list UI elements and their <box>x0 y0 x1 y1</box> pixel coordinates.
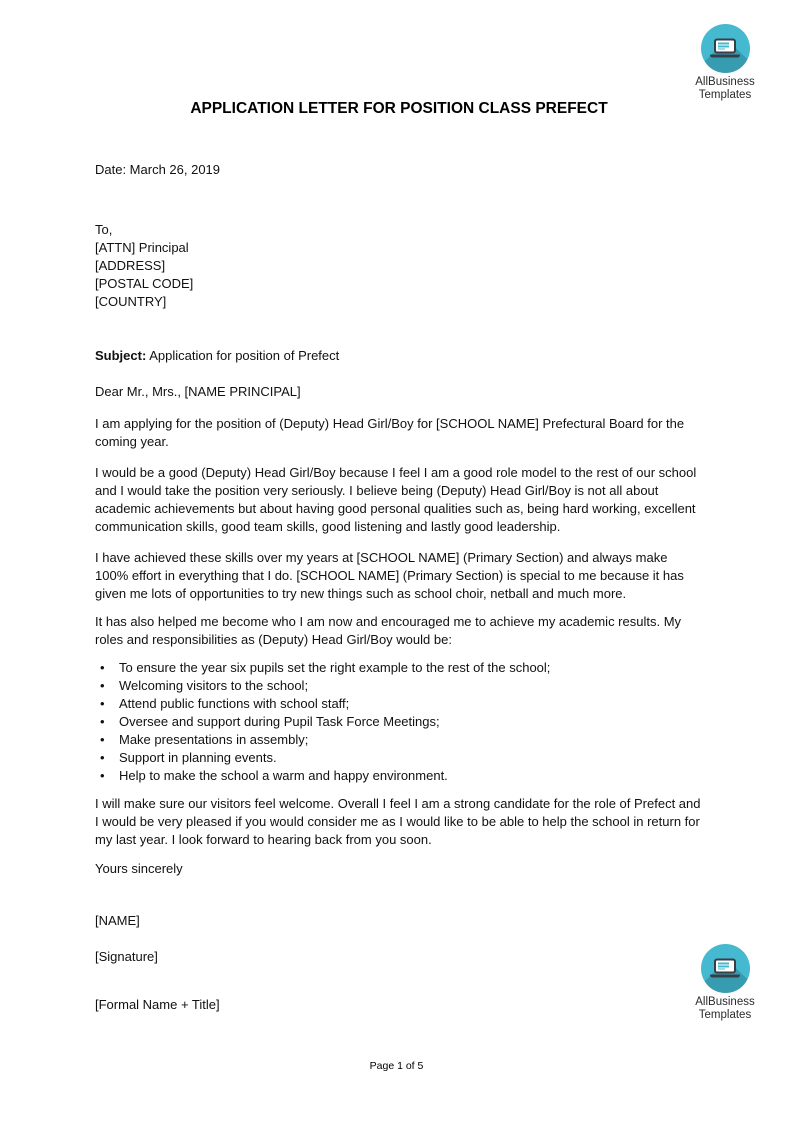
list-item: • Attend public functions with school staff; <box>95 695 703 713</box>
laptop-glyph <box>710 38 740 58</box>
logo-text-line1: AllBusiness <box>695 76 755 88</box>
body-paragraph: I am applying for the position of (Deputy) Head Girl/Boy for [SCHOOL NAME] Prefectural Board for the coming year. <box>95 416 685 449</box>
list-item: • Help to make the school a warm and happy environment. <box>95 767 703 785</box>
list-item: • Support in planning events. <box>95 749 703 767</box>
list-item: • Oversee and support during Pupil Task Force Meetings; <box>95 713 703 731</box>
subject-text: Application for position of Prefect <box>149 348 340 363</box>
body-paragraph: I have achieved these skills over my years at [SCHOOL NAME] (Primary Section) and always make 100% effort in everything that I do. [SCHOOL NAME] (Primary Section) is special to me because it has given me lots of opportunities to try new things such as school choir, netball and much more. <box>95 550 684 601</box>
subject-label: Subject: <box>95 348 147 363</box>
letter-body <box>95 0 703 1014</box>
closing-paragraph: I will make sure our visitors feel welcome. Overall I feel I am a strong candidate for the role of Prefect and I would be very pleased if you would consider me as I would like to be able to help the school in return for my last year. I look forward to hearing back from you soon. <box>95 796 701 847</box>
salutation: Dear Mr., Mrs., [NAME PRINCIPAL] <box>95 384 301 399</box>
duties-list <box>95 659 703 785</box>
allbusiness-logo-bottom <box>687 944 763 1022</box>
name-placeholder: [NAME] <box>95 913 140 928</box>
formal-name-placeholder: [Formal Name + Title] <box>95 997 220 1012</box>
signature-placeholder: [Signature] <box>95 949 158 964</box>
recipient-block <box>95 221 703 311</box>
list-item: • To ensure the year six pupils set the right example to the rest of the school; <box>95 659 703 677</box>
logo-text-line2: Templates <box>698 1009 752 1021</box>
laptop-icon <box>701 24 750 73</box>
laptop-glyph <box>710 958 740 978</box>
body-paragraph: I would be a good (Deputy) Head Girl/Boy because I feel I am a good role model to the rest of our school and I would take the position very seriously. I believe being (Deputy) Head Girl/Boy is not all about academic achievements but about having good personal qualities such as, being hard working, excellent communication skills, good team skills, good listening and lastly good leadership. <box>95 465 697 534</box>
sign-off: Yours sincerely <box>95 861 183 876</box>
laptop-icon <box>701 944 750 993</box>
recipient-line: To, <box>95 222 113 237</box>
page-number: Page 1 of 5 <box>369 1060 424 1072</box>
page-title: APPLICATION LETTER FOR POSITION CLASS PREFECT <box>190 100 608 117</box>
recipient-line: [COUNTRY] <box>95 294 167 309</box>
recipient-line: [ATTN] Principal <box>95 240 189 255</box>
logo-text-line2: Templates <box>698 89 752 101</box>
logo-text-line1: AllBusiness <box>695 996 755 1008</box>
list-item: • Make presentations in assembly; <box>95 731 703 749</box>
date-line: Date: March 26, 2019 <box>95 162 221 177</box>
recipient-line: [ADDRESS] <box>95 258 166 273</box>
recipient-line: [POSTAL CODE] <box>95 276 194 291</box>
logo-text <box>687 996 763 1022</box>
subject-line <box>95 347 703 365</box>
body-paragraph: It has also helped me become who I am now and encouraged me to achieve my academic results. My roles and responsibilities as (Deputy) Head Girl/Boy would be: <box>95 614 682 647</box>
list-item: • Welcoming visitors to the school; <box>95 677 703 695</box>
